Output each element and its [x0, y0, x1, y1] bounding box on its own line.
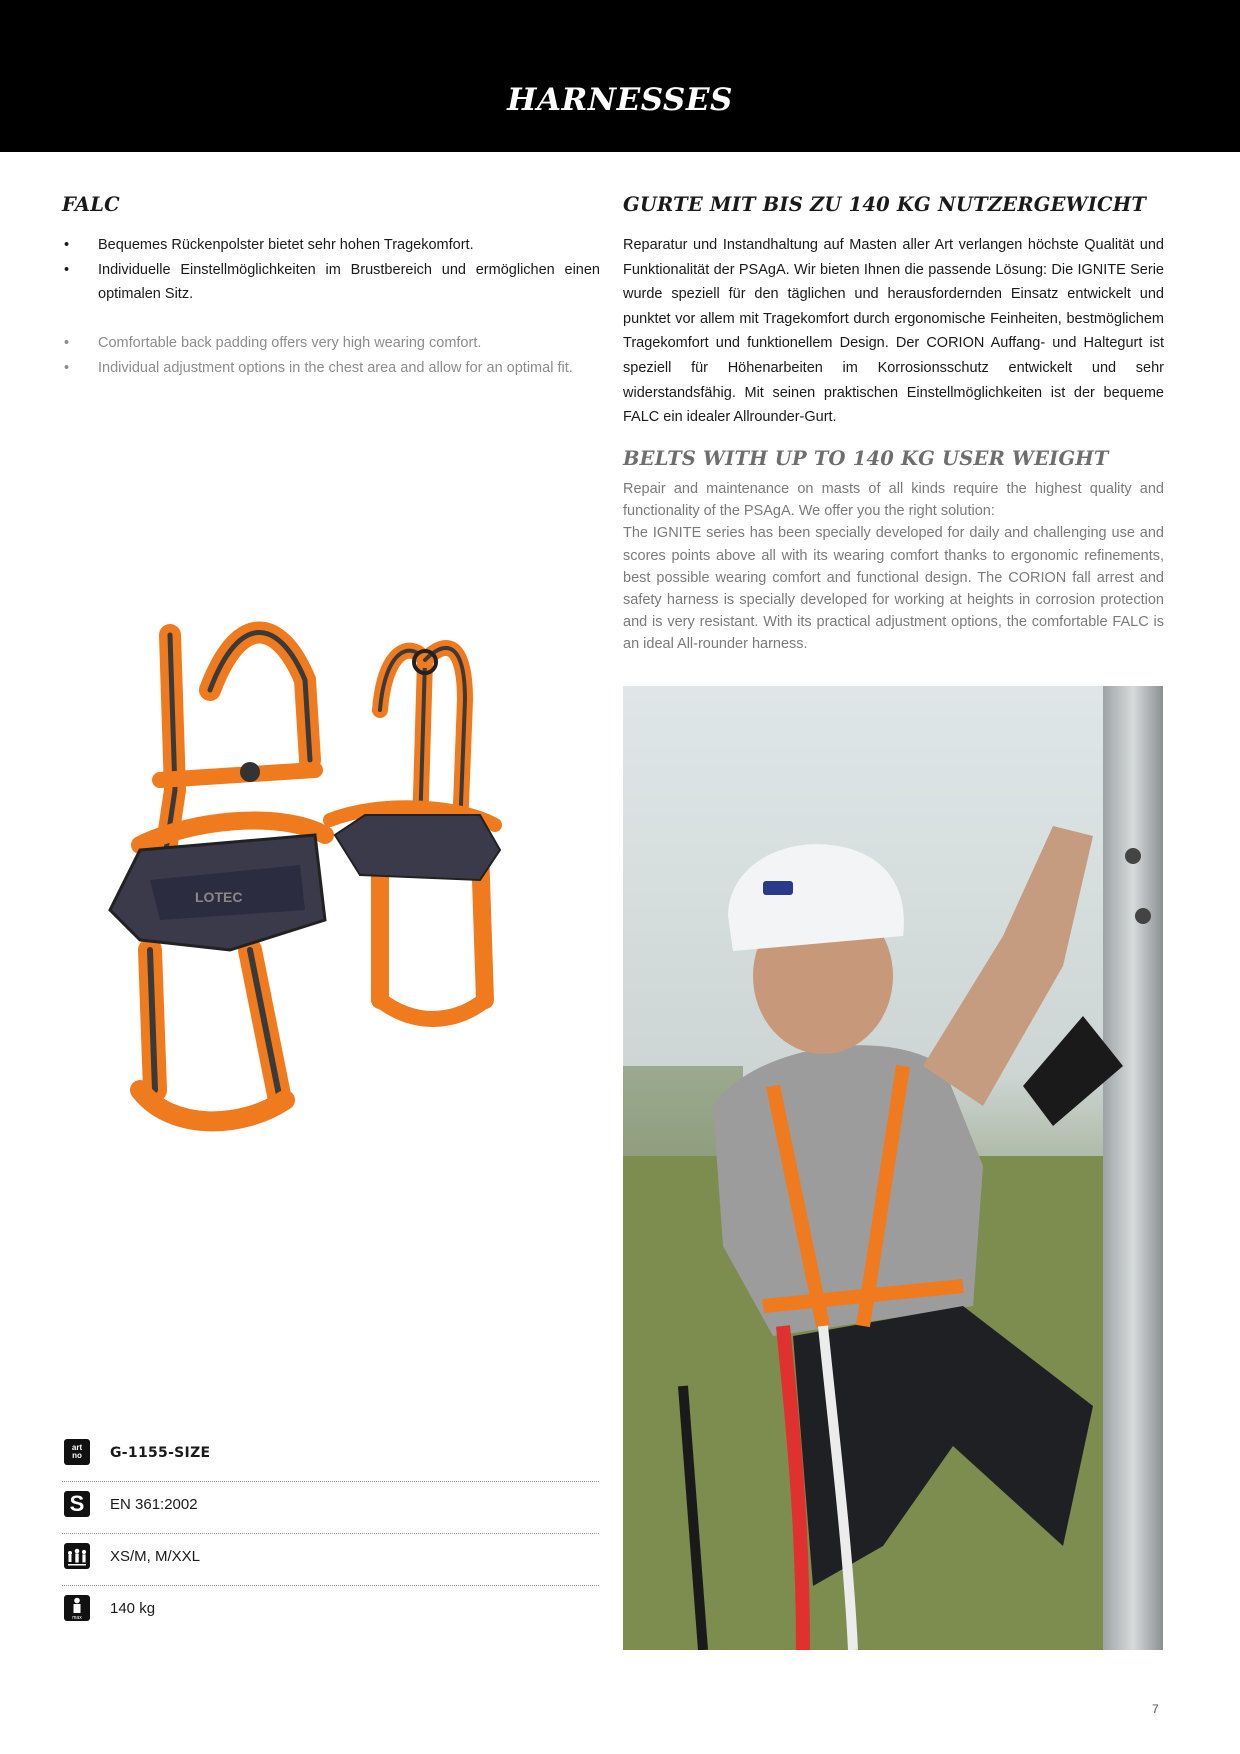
harness-product-image [80, 620, 600, 1220]
section-text-en [623, 478, 1164, 656]
header-banner [0, 0, 1240, 152]
svg-text:max: max [72, 1615, 82, 1620]
page-title: HARNESSES [507, 82, 733, 118]
article-number-icon: art no [64, 1439, 90, 1465]
worker-photo [623, 686, 1163, 1650]
standard: EN 361:2002 [110, 1496, 198, 1513]
max-weight-icon [64, 1595, 90, 1621]
features-de [62, 233, 600, 307]
svg-text:LOTEC: LOTEC [195, 889, 243, 905]
size-icon [64, 1543, 90, 1569]
spec-max-weight [62, 1585, 599, 1637]
feature-de-2: • Individuelle Einstellmöglichkeiten im Brustbereich und ermöglichen einen optimalen Sitz. [62, 258, 600, 307]
features-en [62, 331, 600, 380]
spec-sizes [62, 1533, 599, 1586]
spec-article-number [62, 1429, 599, 1482]
product-title: FALC [62, 193, 120, 216]
section-text-en-1: Repair and maintenance on masts of all kinds require the highest quality and functionality of the PSAgA. We offer you the right solution: [623, 481, 1164, 520]
page-number: 7 [1152, 1702, 1159, 1716]
section-text-de: Reparatur und Instandhaltung auf Masten aller Art verlangen höchste Qualität und Funktionalität der PSAgA. Wir bieten Ihnen die passende Lösung: Die IGNITE Serie wurde speziell für den täglichen und herausfordernden Einsatz entwickelt und punktet vor allem mit Tragekomfort durch ergonomische Feinheiten, bestmöglichem Tragekomfort und funktionellem Design. Der CORION Auffang- und Haltegurt ist speziell für Höhenarbeiten im Korrosionsschutz entwickelt und sehr widerstandsfähig. Mit seinen praktischen Einstellmöglichkeiten ist der bequeme FALC ein idealer Allrounder-Gurt. [623, 237, 1164, 426]
feature-en-1: • Comfortable back padding offers very high wearing comfort. [62, 331, 600, 356]
section-title-en: BELTS WITH UP TO 140 KG USER WEIGHT [623, 447, 1109, 470]
section-text-en-2: The IGNITE series has been specially developed for daily and challenging use and scores points above all with its wearing comfort thanks to ergonomic refinements, best possible wearing comfort and functional design. The CORION fall arrest and safety harness is specially developed for working at heights in corrosion protection and is very resistant. With its practical adjustment options, the comfortable FALC is an ideal All-rounder harness. [623, 525, 1164, 653]
feature-de-1: • Bequemes Rückenpolster bietet sehr hohen Tragekomfort. [62, 233, 600, 258]
spec-standard [62, 1481, 599, 1534]
feature-en-2: • Individual adjustment options in the chest area and allow for an optimal fit. [62, 356, 600, 381]
sizes: XS/M, M/XXL [110, 1548, 201, 1565]
article-number: G-1155-SIZE [110, 1445, 211, 1461]
standard-icon: S [64, 1491, 90, 1517]
section-title-de: GURTE MIT BIS ZU 140 KG NUTZERGEWICHT [623, 193, 1147, 216]
max-weight: 140 kg [110, 1600, 156, 1617]
